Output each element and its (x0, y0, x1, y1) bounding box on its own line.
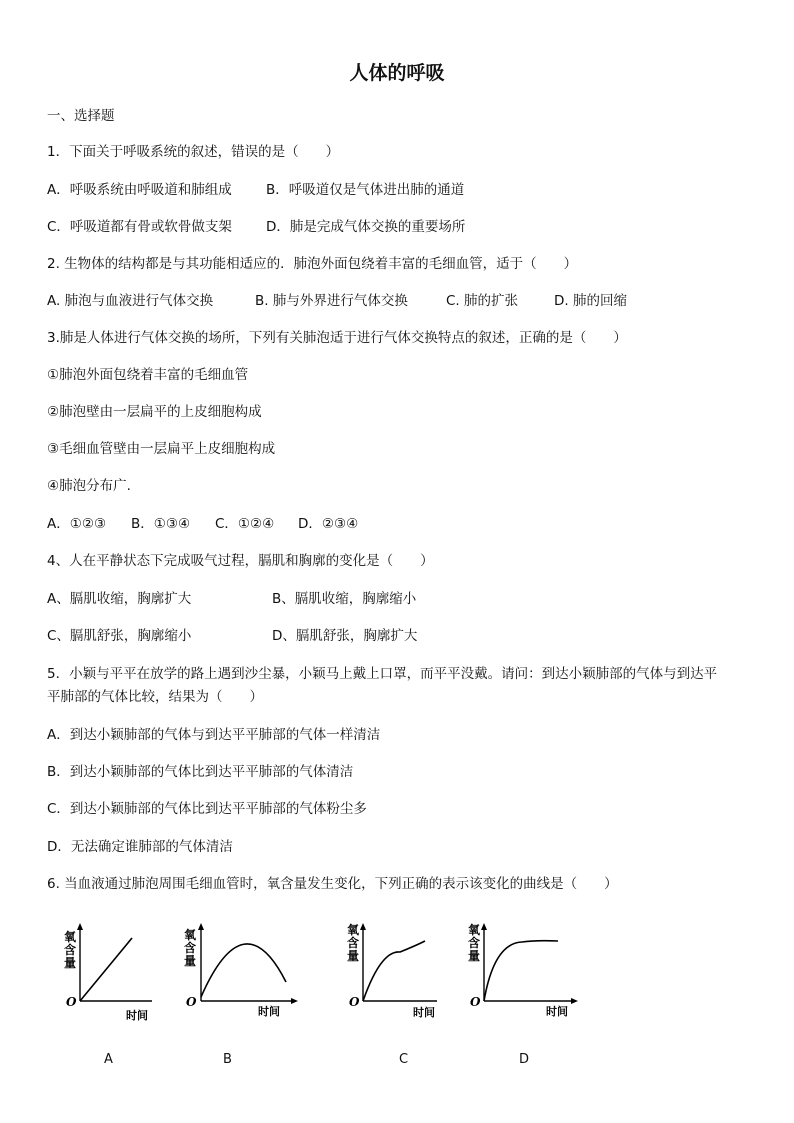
y-axis-label-char: 含 (468, 936, 481, 950)
q3-option-b[interactable]: B．①③④ (131, 516, 191, 532)
graph-a-label[interactable]: A (104, 1052, 113, 1067)
origin-label: O (186, 995, 197, 1009)
page-title: 人体的呼吸 (349, 62, 445, 84)
graph-c-label[interactable]: C (399, 1052, 409, 1067)
x-axis-label: 时间 (258, 1005, 280, 1018)
section-heading: 一、选择题 (47, 108, 115, 124)
y-axis-arrow (198, 923, 204, 930)
x-axis-arrow (571, 998, 578, 1004)
q5-option-d[interactable]: D．无法确定谁肺部的气体清洁 (47, 839, 233, 855)
q4-option-d[interactable]: D、膈肌舒张，胸廓扩大 (272, 628, 418, 644)
graph-b (182, 915, 302, 1025)
curve-line (363, 941, 425, 1001)
q5-option-b[interactable]: B．到达小颖肺部的气体比到达平平肺部的气体清洁 (47, 764, 354, 780)
y-axis-label-char: 量 (184, 954, 197, 968)
curve-line (80, 938, 132, 1001)
graph-b-label[interactable]: B (223, 1052, 232, 1067)
x-axis-label: 时间 (413, 1006, 435, 1019)
curve-line (484, 941, 558, 1001)
y-axis-label-char: 量 (468, 949, 481, 963)
y-axis-arrow (481, 923, 487, 930)
graph-c (345, 915, 445, 1025)
q5-stem-line2: 平肺部的气体比较，结果为（ ） (47, 689, 263, 705)
y-axis-label-char: 含 (184, 941, 197, 955)
origin-label: O (349, 995, 360, 1009)
y-axis-label-char: 氧 (468, 923, 481, 937)
q2-option-c[interactable]: C. 肺的扩张 (446, 293, 519, 309)
y-axis-label-char: 量 (64, 956, 77, 970)
q1-option-d[interactable]: D．肺是完成气体交换的重要场所 (266, 219, 466, 235)
x-axis-label: 时间 (546, 1005, 568, 1018)
q5-stem-line1: 5．小颖与平平在放学的路上遇到沙尘暴，小颖马上戴上口罩，而平平没戴。请问：到达小颖肺部的气体与到达平 (47, 666, 718, 682)
q3-statement-2: ②肺泡壁由一层扁平的上皮细胞构成 (47, 404, 262, 420)
y-axis-label-char: 氧 (347, 923, 360, 937)
q4-option-b[interactable]: B、膈肌收缩，胸廓缩小 (272, 591, 417, 607)
q4-stem: 4、人在平静状态下完成吸气过程，膈肌和胸廓的变化是（ ） (47, 553, 434, 569)
x-axis-arrow (291, 998, 298, 1004)
q5-option-a[interactable]: A．到达小颖肺部的气体与到达平平肺部的气体一样清洁 (47, 727, 381, 743)
q1-option-c[interactable]: C．呼吸道都有骨或软骨做支架 (47, 219, 232, 235)
q3-stem: 3.肺是人体进行气体交换的场所，下列有关肺泡适于进行气体交换特点的叙述，正确的是（ ） (47, 330, 627, 346)
q3-statement-3: ③毛细血管壁由一层扁平上皮细胞构成 (47, 441, 276, 457)
q1-stem: 1．下面关于呼吸系统的叙述，错误的是（ ） (47, 144, 340, 160)
y-axis-label-char: 量 (347, 949, 360, 963)
graph-a (60, 915, 160, 1025)
q6-stem: 6. 当血液通过肺泡周围毛细血管时，氧含量发生变化，下列正确的表示该变化的曲线是（ ） (47, 876, 618, 892)
q3-option-d[interactable]: D．②③④ (298, 516, 359, 532)
q2-stem: 2. 生物体的结构都是与其功能相适应的．肺泡外面包绕着丰富的毛细血管，适于（ ） (47, 256, 578, 272)
y-axis-label-char: 氧 (184, 928, 197, 942)
origin-label: O (470, 995, 481, 1009)
x-axis-label: 时间 (126, 1009, 148, 1022)
origin-label: O (66, 995, 77, 1009)
q4-option-a[interactable]: A、膈肌收缩，胸廓扩大 (47, 591, 192, 607)
q2-option-b[interactable]: B. 肺与外界进行气体交换 (255, 293, 408, 309)
q4-option-c[interactable]: C、膈肌舒张，胸廓缩小 (47, 628, 192, 644)
q3-statement-1: ①肺泡外面包绕着丰富的毛细血管 (47, 367, 249, 383)
q2-option-d[interactable]: D. 肺的回缩 (554, 293, 627, 309)
graph-d-label[interactable]: D (519, 1052, 530, 1067)
y-axis-arrow (77, 923, 83, 930)
q1-option-b[interactable]: B．呼吸道仅是气体进出肺的通道 (266, 182, 465, 198)
q2-option-a[interactable]: A. 肺泡与血液进行气体交换 (47, 293, 214, 309)
y-axis-arrow (360, 923, 366, 930)
q3-option-a[interactable]: A．①②③ (47, 516, 107, 532)
q1-option-a[interactable]: A．呼吸系统由呼吸道和肺组成 (47, 182, 232, 198)
q3-option-c[interactable]: C．①②④ (215, 516, 275, 532)
y-axis-label-char: 氧 (64, 930, 77, 944)
q3-statement-4: ④肺泡分布广. (47, 478, 131, 494)
q5-option-c[interactable]: C．到达小颖肺部的气体比到达平平肺部的气体粉尘多 (47, 801, 367, 817)
curve-line (201, 944, 286, 997)
graph-d (466, 915, 586, 1025)
y-axis-label-char: 含 (64, 943, 77, 957)
y-axis-label-char: 含 (347, 936, 360, 950)
